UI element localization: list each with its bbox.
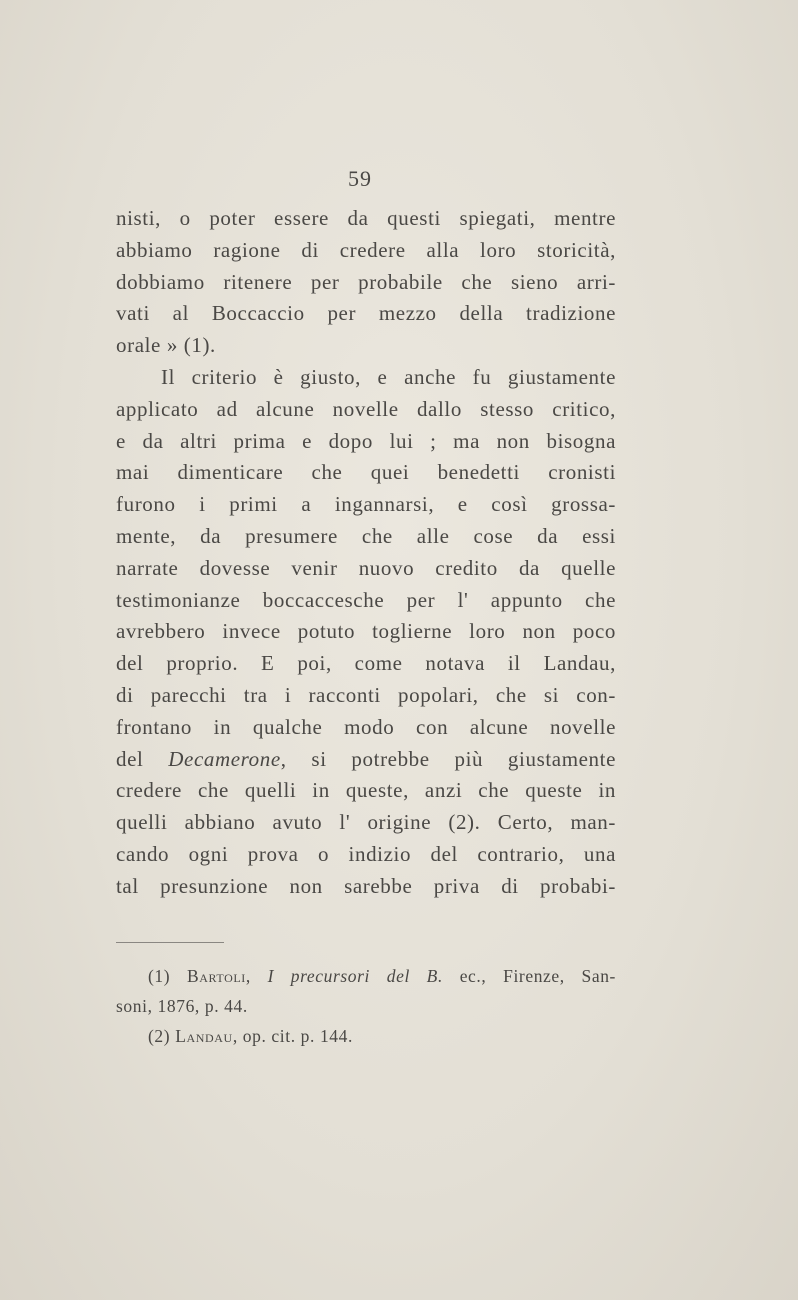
footnote-marker: (2): [148, 1026, 176, 1046]
text-segment: del: [116, 746, 169, 771]
text-line: [116, 744, 616, 776]
footnote-title: I precursori del B.: [267, 966, 443, 986]
footnote-author: Landau: [175, 1026, 233, 1046]
paragraph-first-line: Il criterio è giusto, e anche fu giustamente: [161, 364, 616, 389]
text-line: frontano in qualche modo con alcune novelle: [116, 714, 616, 739]
text-line: furono i primi a ingannarsi, e così grossa-: [116, 492, 616, 517]
italic-title-decamerone: Decamerone: [168, 746, 281, 771]
text-line: abbiamo ragione di credere alla loro storicità,: [116, 237, 616, 262]
text-line: mente, da presumere che alle cose da essi: [116, 523, 616, 548]
text-line: avrebbero invece potuto toglierne loro non poco: [116, 619, 616, 644]
footnotes: [116, 961, 616, 1051]
footnote-1-continuation: soni, 1876, p. 44.: [116, 996, 248, 1016]
text-line: del proprio. E poi, come notava il Landau,: [116, 651, 616, 676]
text-line: cando ogni prova o indizio del contrario, una: [116, 841, 616, 866]
text-line: applicato ad alcune novelle dallo stesso critico,: [116, 396, 616, 421]
text-line: testimonianze boccaccesche per l' appunto che: [116, 587, 616, 612]
text-line: orale » (1).: [116, 333, 216, 358]
text-line: nisti, o poter essere da questi spiegati, mentre: [116, 206, 616, 230]
page-number: 59: [348, 166, 372, 191]
text-line: tal presunzione non sarebbe priva di probabi-: [116, 873, 616, 898]
footnote-1: [148, 961, 616, 991]
footnote-separator: ,: [245, 966, 268, 986]
text-line: quelli abbiano avuto l' origine (2). Certo, man-: [116, 810, 616, 835]
text-line: dobbiamo ritenere per probabile che sieno arri-: [116, 269, 616, 294]
text-line: mai dimenticare che quei benedetti cronisti: [116, 460, 616, 485]
text-line: e da altri prima e dopo lui ; ma non bisogna: [116, 428, 616, 453]
text-line: narrate dovesse venir nuovo credito da quelle: [116, 555, 616, 580]
footnote-text: ec., Firenze, San-: [442, 966, 616, 986]
footnote-text: , op. cit. p. 144.: [232, 1026, 353, 1046]
text-segment: , si potrebbe più giustamente: [280, 746, 617, 771]
footnote-divider: [116, 942, 224, 943]
text-line: vati al Boccaccio per mezzo della tradizione: [116, 301, 616, 326]
text-line: credere che quelli in queste, anzi che queste in: [116, 778, 616, 803]
text-line: di parecchi tra i racconti popolari, che si con-: [116, 682, 616, 707]
footnote-2: [148, 1021, 616, 1051]
footnote-marker: (1): [148, 966, 187, 986]
footnote-author: Bartoli: [186, 966, 246, 986]
body-text: [116, 203, 616, 903]
